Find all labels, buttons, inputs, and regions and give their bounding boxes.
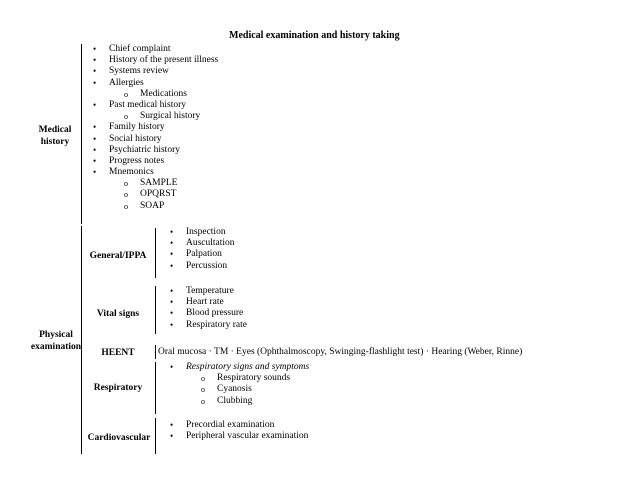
section-label-cardiovascular: Cardiovascular bbox=[87, 433, 151, 443]
list-item-text: Heart rate bbox=[186, 297, 224, 308]
physical-examination-divider bbox=[81, 226, 82, 454]
physical-examination-label-line: examination bbox=[30, 342, 82, 352]
medical-history-label-line: Medical bbox=[38, 125, 72, 135]
list-item-text: OPQRST bbox=[140, 189, 177, 200]
list-item-text: History of the present illness bbox=[109, 55, 219, 66]
bullet-icon: • bbox=[170, 286, 174, 296]
list-item-text: Inspection bbox=[186, 227, 226, 237]
medical-history-label-line: history bbox=[40, 137, 70, 147]
section-label-respiratory: Respiratory bbox=[93, 383, 143, 393]
bullet-icon: • bbox=[93, 99, 97, 110]
bullet-icon: • bbox=[93, 66, 97, 77]
list-item-text: Auscultation bbox=[186, 238, 235, 249]
list-item-text: SOAP bbox=[140, 200, 165, 211]
bullet-icon: • bbox=[93, 55, 97, 66]
page-title: Medical examination and history taking bbox=[229, 30, 400, 41]
medical-history-label bbox=[33, 124, 77, 148]
list-item-text: Chief complaint bbox=[109, 44, 171, 54]
sub-bullet-icon: o bbox=[124, 112, 128, 122]
bullet-icon: • bbox=[170, 420, 174, 430]
list-item-text: Family history bbox=[109, 122, 165, 133]
list-item-text: Peripheral vascular examination bbox=[186, 431, 309, 442]
list-item-text: Cyanosis bbox=[217, 384, 252, 395]
sub-bullet-icon: o bbox=[124, 201, 128, 211]
physical-examination-label bbox=[28, 329, 84, 353]
sub-bullet-icon: o bbox=[201, 396, 205, 406]
list-item-text: Surgical history bbox=[140, 111, 201, 122]
bullet-icon: • bbox=[170, 249, 174, 260]
bullet-icon: • bbox=[170, 297, 174, 308]
list-item-text: Respiratory signs and symptoms bbox=[186, 362, 310, 372]
list-item-text: Social history bbox=[109, 133, 162, 144]
bullet-icon: • bbox=[93, 122, 97, 133]
list-item-text: Temperature bbox=[186, 286, 234, 296]
bullet-icon: • bbox=[93, 167, 97, 178]
heent-text: Oral mucosa · TM · Eyes (Ophthalmoscopy, Swinging-flashlight test) · Hearing (Weber, Rinne) bbox=[158, 347, 523, 357]
bullet-icon: • bbox=[93, 77, 97, 88]
section-label-heent: HEENT bbox=[101, 348, 135, 358]
bullet-icon: • bbox=[93, 155, 97, 166]
list-item-text: SAMPLE bbox=[140, 178, 178, 189]
bullet-icon: • bbox=[170, 238, 174, 249]
list-item-text: Precordial examination bbox=[186, 420, 275, 430]
list-item-text: Percussion bbox=[186, 260, 228, 271]
sub-bullet-icon: o bbox=[124, 190, 128, 200]
bullet-icon: • bbox=[170, 308, 174, 319]
medical-history-divider bbox=[81, 44, 82, 224]
list-item-text: Mnemonics bbox=[109, 167, 154, 178]
section-label-vital-signs: Vital signs bbox=[96, 309, 140, 319]
section-divider bbox=[155, 345, 156, 359]
section-divider bbox=[155, 286, 156, 334]
bullet-icon: • bbox=[170, 319, 174, 330]
list-item-text: Blood pressure bbox=[186, 308, 244, 319]
list-item-text: Allergies bbox=[109, 77, 144, 88]
bullet-icon: • bbox=[93, 133, 97, 144]
list-item-text: Respiratory rate bbox=[186, 319, 247, 330]
section-divider bbox=[155, 418, 156, 454]
bullet-icon: • bbox=[170, 362, 174, 372]
sub-bullet-icon: o bbox=[124, 89, 128, 99]
sub-bullet-icon: o bbox=[124, 179, 128, 189]
list-item-text: Respiratory sounds bbox=[217, 373, 291, 384]
list-item-text: Medications bbox=[140, 88, 187, 99]
section-label-general-ippa: General/IPPA bbox=[89, 251, 147, 261]
section-divider bbox=[155, 228, 156, 278]
physical-examination-label-line: Physical bbox=[39, 330, 73, 340]
bullet-icon: • bbox=[93, 144, 97, 155]
list-item-text: Psychiatric history bbox=[109, 144, 180, 155]
list-item-text: Clubbing bbox=[217, 395, 253, 406]
list-item-text: Past medical history bbox=[109, 99, 187, 110]
bullet-icon: • bbox=[170, 431, 174, 442]
list-item-text: Progress notes bbox=[109, 155, 165, 166]
sub-bullet-icon: o bbox=[201, 374, 205, 384]
list-item-text: Systems review bbox=[109, 66, 169, 77]
section-divider bbox=[155, 362, 156, 414]
bullet-icon: • bbox=[93, 44, 97, 54]
sub-bullet-icon: o bbox=[201, 385, 205, 395]
bullet-icon: • bbox=[170, 227, 174, 237]
bullet-icon: • bbox=[170, 260, 174, 271]
list-item-text: Palpation bbox=[186, 249, 222, 260]
